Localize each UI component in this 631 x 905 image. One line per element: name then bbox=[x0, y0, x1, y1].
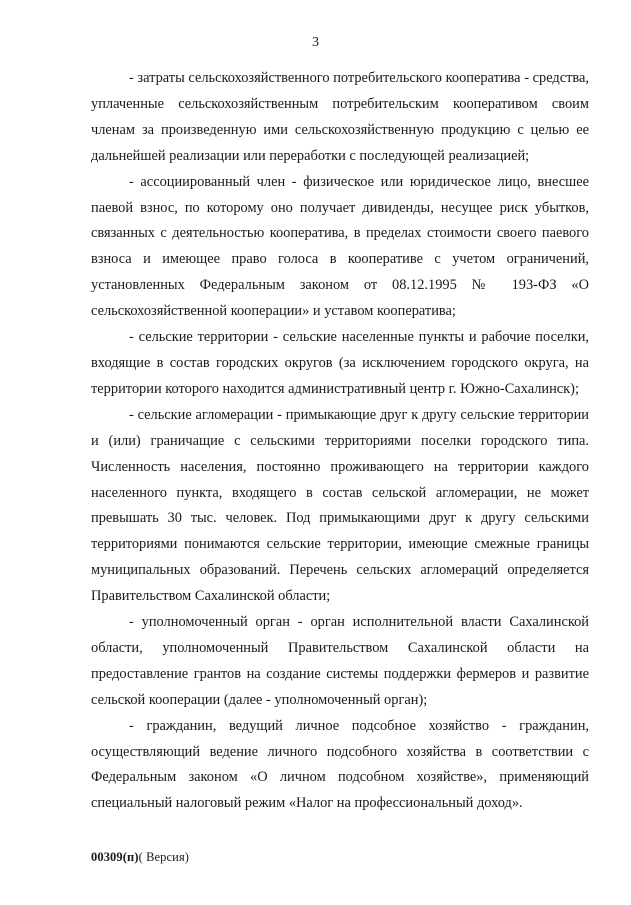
definition-paragraph: - сельские территории - сельские населенные пункты и рабочие поселки, входящие в состав городских округов (за исключением городского округа, на территории которого находится административный центр г. Южно-Сахалинск); bbox=[91, 329, 589, 397]
definition-paragraph: - гражданин, ведущий личное подсобное хозяйство - гражданин, осуществляющий ведение личного подсобного хозяйства в соответствии с Федеральным законом «О личном подсобном хозяйстве», применяющий специальный налоговый режим «Налог на профессиональный доход». bbox=[91, 717, 589, 812]
document-footer bbox=[91, 850, 189, 865]
document-body bbox=[91, 66, 589, 817]
page-number: 3 bbox=[312, 35, 319, 50]
definition-paragraph: - сельские агломерации - примыкающие друг к другу сельские территории и (или) граничащие с сельскими территориями поселки городского типа. Численность населения, постоянно проживающего на территории каждого населенного пункта, входящего в состав сельской агломерации, не может превышать 30 тыс. человек. Под примыкающими друг к другу сельскими территориями понимаются сельские территории, имеющие смежные границы муниципальных образований. Перечень сельских агломераций определяется Правительством Сахалинской области; bbox=[91, 406, 589, 605]
definition-paragraph: - затраты сельскохозяйственного потребительского кооператива - средства, уплаченные сельскохозяйственным потребительским кооперативом своим членам за произведенную ими сельскохозяйственную продукцию с целью ее дальнейшей реализации или переработки с последующей реализацией; bbox=[91, 70, 589, 164]
document-version: ( Версия) bbox=[138, 850, 190, 864]
definition-paragraph: - уполномоченный орган - орган исполнительной власти Сахалинской области, уполномоченный Правительством Сахалинской области на предоставление грантов на создание системы поддержки фермеров и развитие сельской кооперации (далее - уполномоченный орган); bbox=[91, 614, 589, 708]
definition-paragraph: - ассоциированный член - физическое или юридическое лицо, внесшее паевой взнос, по которому оно получает дивиденды, несущее риск убытков, связанных с деятельностью кооператива, в пределах стоимости своего паевого взноса и имеющее право голоса в кооперативе с учетом ограничений, установленных Федеральным законом от 08.12.1995 № 193-ФЗ «О сельскохозяйственной кооперации» и уставом кооператива; bbox=[91, 173, 589, 320]
document-code: 00309(п) bbox=[91, 850, 139, 864]
